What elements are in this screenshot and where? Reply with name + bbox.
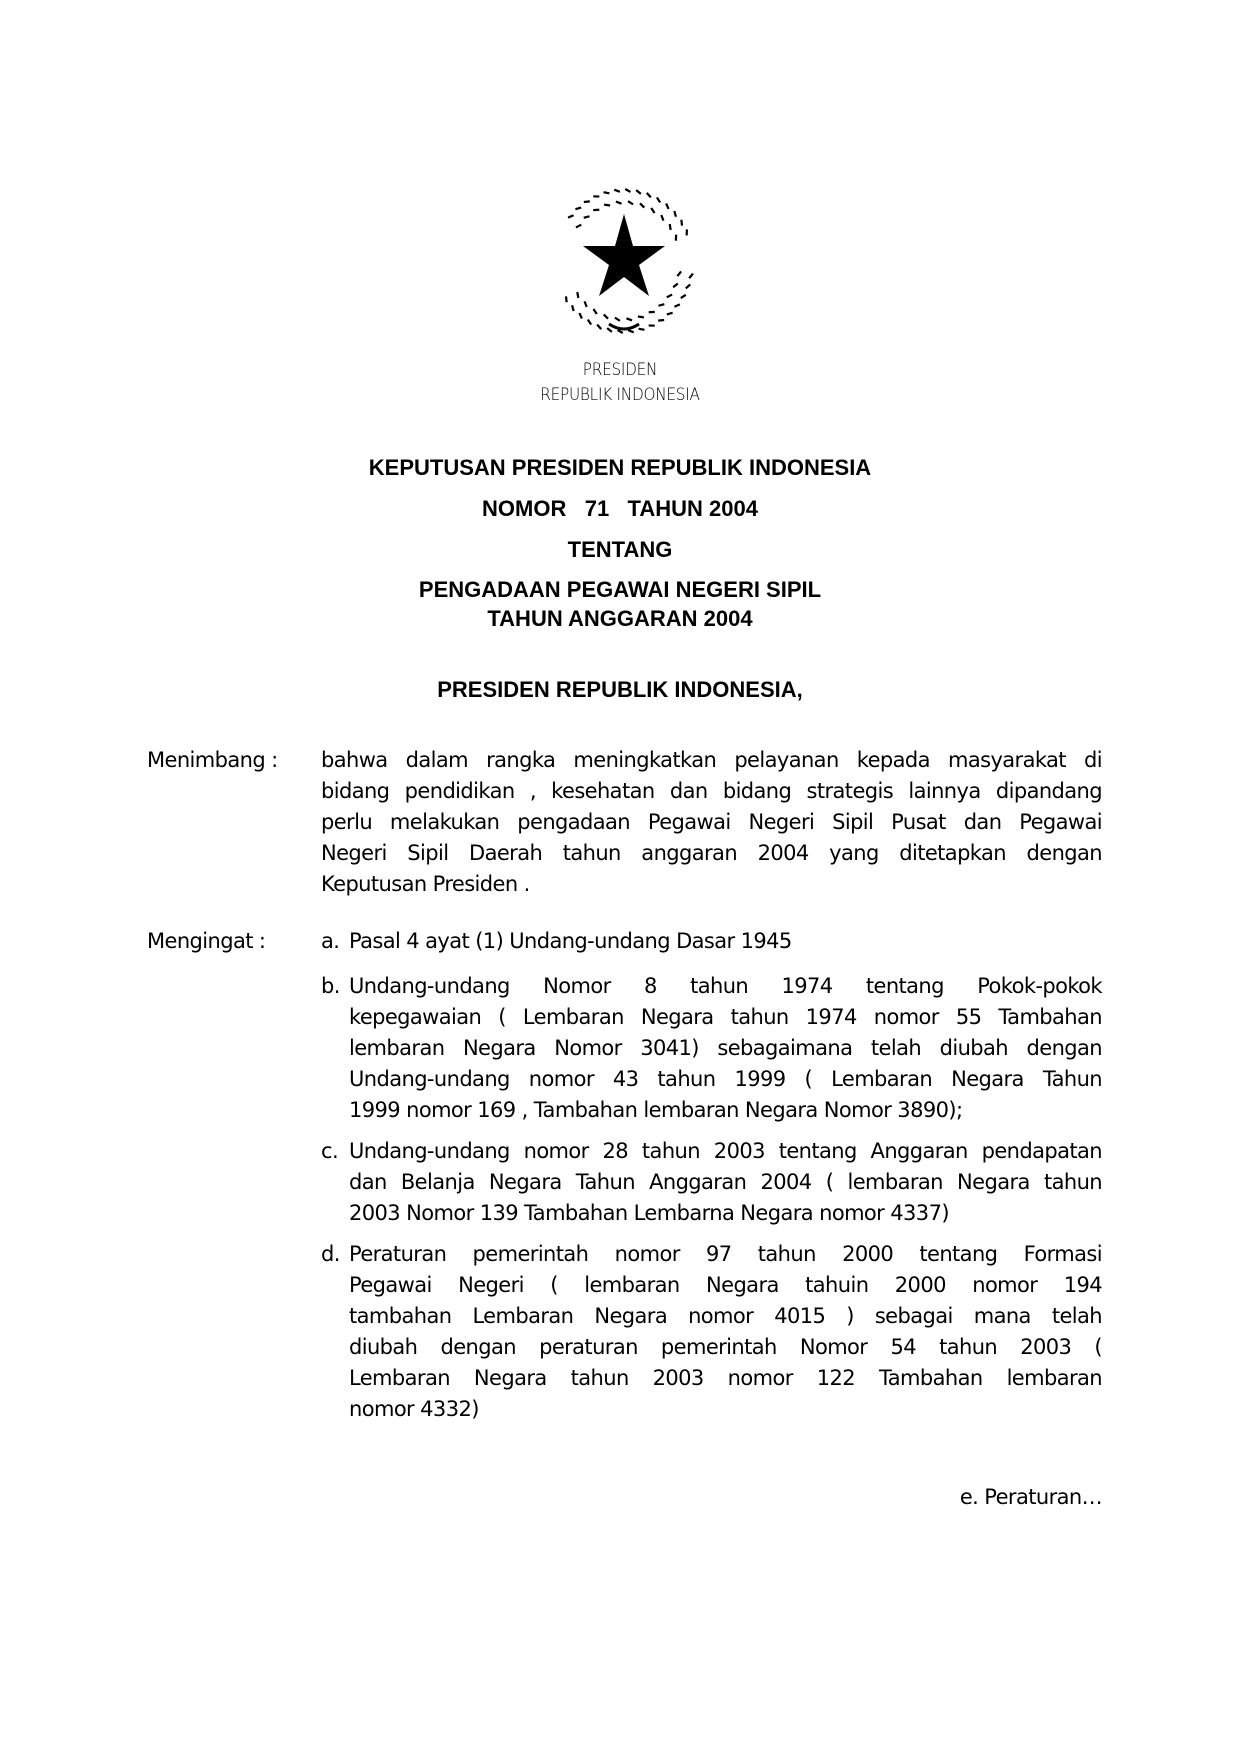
list-marker: a. <box>321 929 340 953</box>
decree-about: TENTANG <box>567 537 673 562</box>
text-line: Undang-undang nomor 28 tahun 2003 tentang Anggaran pendapatan <box>349 1139 1102 1163</box>
mengingat-label: Mengingat : <box>147 929 266 953</box>
text-line: nomor 4332) <box>349 1397 479 1421</box>
text-line: 1999 nomor 169 , Tambahan lembaran Negara Nomor 3890); <box>349 1098 963 1122</box>
text-line: Pasal 4 ayat (1) Undang-undang Dasar 1945 <box>349 929 792 953</box>
text-line: perlu melakukan pengadaan Pegawai Negeri Sipil Pusat dan Pegawai <box>321 810 1102 834</box>
page-continuation: e. Peraturan… <box>959 1485 1102 1509</box>
list-marker: c. <box>321 1139 339 1163</box>
menimbang-paragraph <box>321 745 1102 900</box>
decree-issuer: PRESIDEN REPUBLIK INDONESIA, <box>437 677 803 702</box>
menimbang-label: Menimbang : <box>147 748 278 772</box>
decree-title: KEPUTUSAN PRESIDEN REPUBLIK INDONESIA <box>368 455 872 480</box>
decree-number: NOMOR 71 TAHUN 2004 <box>482 496 758 521</box>
presidential-seal-emblem <box>547 184 702 339</box>
legal-reference-item <box>349 1239 1102 1425</box>
text-line: Undang-undang nomor 43 tahun 1999 ( Lembaran Negara Tahun <box>349 1067 1102 1091</box>
text-line: diubah dengan peraturan pemerintah Nomor 54 tahun 2003 ( <box>349 1335 1102 1359</box>
text-line: bidang pendidikan , kesehatan dan bidang strategis lainnya dipandang <box>321 779 1102 803</box>
legal-reference-item <box>349 926 1102 957</box>
decree-subject-line-1: PENGADAAN PEGAWAI NEGERI SIPIL <box>418 577 822 602</box>
institution-line-2: REPUBLIK INDONESIA <box>540 385 700 405</box>
decree-subject-line-2: TAHUN ANGGARAN 2004 <box>487 606 753 631</box>
text-line: tambahan Lembaran Negara nomor 4015 ) sebagai mana telah <box>349 1304 1102 1328</box>
list-marker: d. <box>321 1242 340 1266</box>
text-line: Pegawai Negeri ( lembaran Negara tahuin 2000 nomor 194 <box>349 1273 1102 1297</box>
text-line: Peraturan pemerintah nomor 97 tahun 2000 tentang Formasi <box>349 1242 1102 1266</box>
text-line: dan Belanja Negara Tahun Anggaran 2004 ( lembaran Negara tahun <box>349 1170 1102 1194</box>
text-line: 2003 Nomor 139 Tambahan Lembarna Negara nomor 4337) <box>349 1201 949 1225</box>
text-line: Undang-undang Nomor 8 tahun 1974 tentang Pokok-pokok <box>349 974 1102 998</box>
text-line: Negeri Sipil Daerah tahun anggaran 2004 yang ditetapkan dengan <box>321 841 1102 865</box>
text-line: bahwa dalam rangka meningkatkan pelayanan kepada masyarakat di <box>321 748 1102 772</box>
text-line: lembaran Negara Nomor 3041) sebagaimana telah diubah dengan <box>349 1036 1102 1060</box>
text-line: kepegawaian ( Lembaran Negara tahun 1974 nomor 55 Tambahan <box>349 1005 1102 1029</box>
text-line: Keputusan Presiden . <box>321 872 530 896</box>
legal-reference-item <box>349 1136 1102 1229</box>
text-line: Lembaran Negara tahun 2003 nomor 122 Tambahan lembaran <box>349 1366 1102 1390</box>
institution-line-1: PRESIDEN <box>582 360 658 380</box>
list-marker: b. <box>321 974 340 998</box>
legal-reference-item <box>349 971 1102 1126</box>
